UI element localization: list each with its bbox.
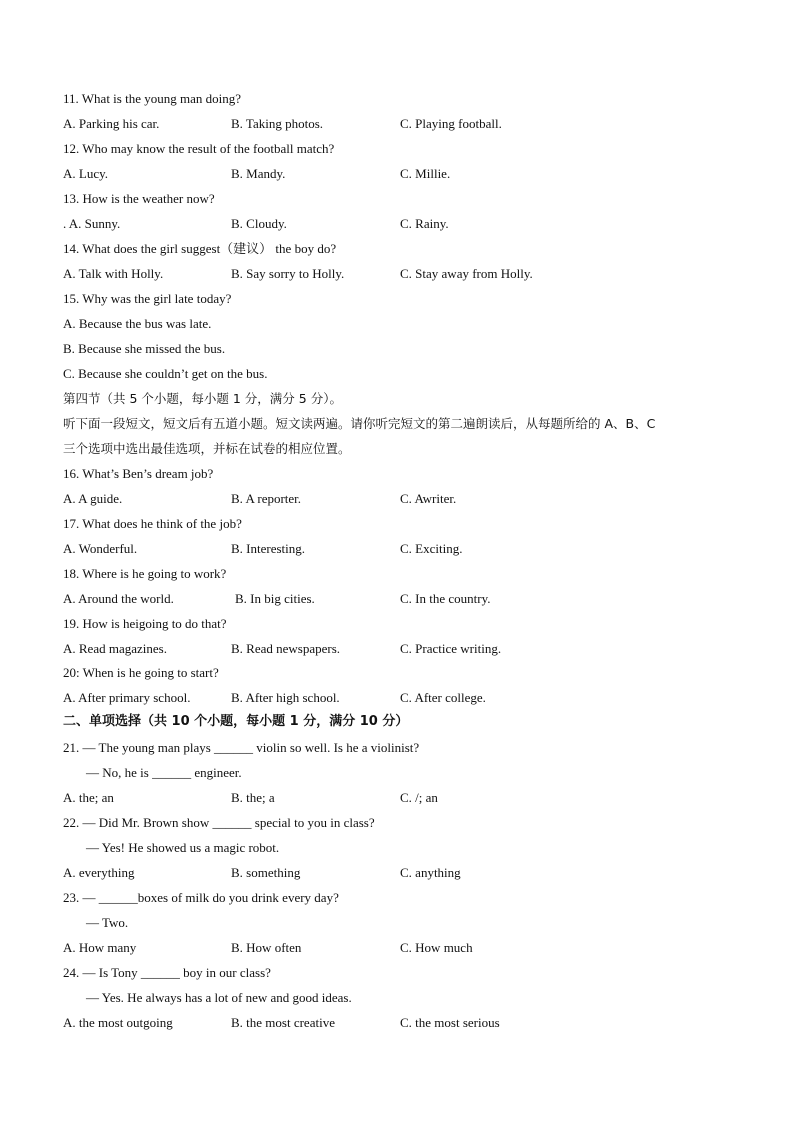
- option-c: C. Exciting.: [400, 541, 463, 556]
- dialogue-reply: — Yes. He always has a lot of new and good ideas.: [86, 990, 352, 1005]
- option-c: C. the most serious: [400, 1015, 500, 1030]
- question-stem: 12. Who may know the result of the football match?: [63, 141, 335, 156]
- section-title: 第四节（共 5 个小题，每小题 1 分，满分 5 分）。: [63, 391, 342, 406]
- option-c: C. Because she couldn’t get on the bus.: [63, 366, 268, 381]
- option-b: B. Read newspapers.: [231, 641, 341, 656]
- option-c: C. How much: [400, 940, 473, 955]
- option-a: . A. Sunny.: [63, 216, 121, 231]
- question-stem: 14. What does the girl suggest（建议） the boy do?: [63, 241, 337, 256]
- question-stem: 17. What does he think of the job?: [63, 516, 242, 531]
- option-a: A. After primary school.: [63, 690, 191, 705]
- option-a: A. Wonderful.: [63, 541, 138, 556]
- question-stem: 21. — The young man plays ______ violin so well. Is he a violinist?: [63, 740, 420, 755]
- option-a: A. How many: [63, 940, 137, 955]
- section-instructions: 三个选项中选出最佳选项，并标在试卷的相应位置。: [63, 441, 351, 456]
- option-c: C. Playing football.: [400, 116, 502, 131]
- option-c: C. anything: [400, 865, 461, 880]
- option-c: C. /; an: [400, 790, 438, 805]
- question-stem: 22. — Did Mr. Brown show ______ special to you in class?: [63, 815, 375, 830]
- dialogue-reply: — Two.: [86, 915, 129, 930]
- option-b: B. Because she missed the bus.: [63, 341, 226, 356]
- dialogue-reply: — Yes! He showed us a magic robot.: [86, 840, 280, 855]
- option-b: B. In big cities.: [235, 591, 315, 606]
- option-b: B. the most creative: [231, 1015, 335, 1030]
- option-a: A. A guide.: [63, 491, 123, 506]
- option-a: A. Lucy.: [63, 166, 109, 181]
- option-b: B. Interesting.: [231, 541, 306, 556]
- option-a: A. the most outgoing: [63, 1015, 173, 1030]
- question-stem: 23. — ______boxes of milk do you drink every day?: [63, 890, 339, 905]
- option-b: B. Taking photos.: [231, 116, 324, 131]
- option-a: A. everything: [63, 865, 135, 880]
- option-a: A. Around the world.: [63, 591, 174, 606]
- question-stem: 16. What’s Ben’s dream job?: [63, 466, 214, 481]
- section-instructions: 听下面一段短文，短文后有五道小题。短文读两遍。请你听完短文的第二遍朗读后，从每题所给的 A、B、C: [63, 416, 656, 431]
- question-stem: 20: When is he going to start?: [63, 665, 219, 680]
- question-stem: 15. Why was the girl late today?: [63, 291, 232, 306]
- dialogue-reply: — No, he is ______ engineer.: [86, 765, 242, 780]
- option-a: A. Parking his car.: [63, 116, 160, 131]
- part-heading: 二、单项选择（共 10 个小题，每小题 1 分，满分 10 分）: [63, 714, 409, 729]
- option-c: C. Practice writing.: [400, 641, 502, 656]
- question-stem: 18. Where is he going to work?: [63, 566, 227, 581]
- option-b: B. Cloudy.: [231, 216, 287, 231]
- option-a: A. the; an: [63, 790, 114, 805]
- question-stem: 11. What is the young man doing?: [63, 91, 242, 106]
- question-stem: 24. — Is Tony ______ boy in our class?: [63, 965, 271, 980]
- option-c: C. Millie.: [400, 166, 451, 181]
- option-c: C. Rainy.: [400, 216, 449, 231]
- option-b: B. After high school.: [231, 690, 340, 705]
- option-b: B. Say sorry to Holly.: [231, 266, 345, 281]
- option-b: B. How often: [231, 940, 302, 955]
- option-a: A. Because the bus was late.: [63, 316, 212, 331]
- question-stem: 13. How is the weather now?: [63, 191, 215, 206]
- option-a: A. Talk with Holly.: [63, 266, 164, 281]
- option-b: B. the; a: [231, 790, 275, 805]
- question-stem: 19. How is heigoing to do that?: [63, 616, 227, 631]
- option-b: B. something: [231, 865, 301, 880]
- option-c: C. In the country.: [400, 591, 491, 606]
- option-c: C. Awriter.: [400, 491, 457, 506]
- option-b: B. A reporter.: [231, 491, 302, 506]
- option-b: B. Mandy.: [231, 166, 286, 181]
- option-a: A. Read magazines.: [63, 641, 167, 656]
- option-c: C. Stay away from Holly.: [400, 266, 533, 281]
- option-c: C. After college.: [400, 690, 486, 705]
